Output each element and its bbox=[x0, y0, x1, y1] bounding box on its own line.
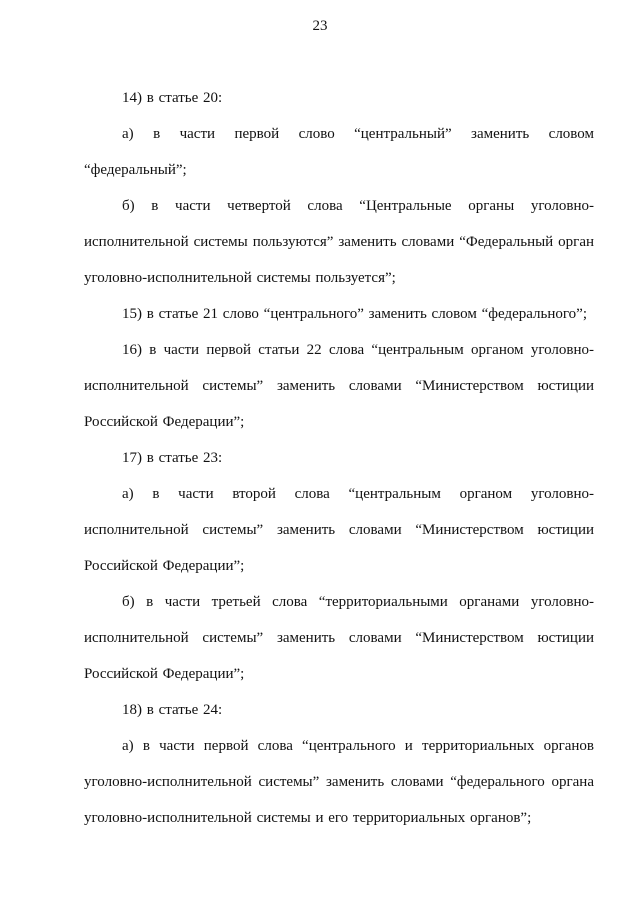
paragraph-18-article-24: 18) в статье 24: bbox=[122, 702, 223, 718]
paragraph-18a: а) в части первой слова “центрального и территориальных органов уголовно-исполнительной системы” заменить словами “федерального органа уголовно-исполнительной системы и его территориальных органов”; bbox=[84, 738, 594, 826]
paragraph-17a: а) в части второй слова “центральным органом уголовно-исполнительной системы” заменить словами “Министерством юстиции Российской Федерации”; bbox=[84, 486, 594, 574]
page-number: 23 bbox=[312, 18, 328, 34]
document-body bbox=[84, 80, 594, 836]
paragraph-17b: б) в части третьей слова “территориальными органами уголовно-исполнительной системы” заменить словами “Министерством юстиции Российской Федерации”; bbox=[84, 594, 594, 682]
paragraph-14-article-20: 14) в статье 20: bbox=[122, 90, 223, 106]
paragraph-15-article-21: 15) в статье 21 слово “центрального” заменить словом “федерального”; bbox=[122, 306, 587, 322]
paragraph-14b: б) в части четвертой слова “Центральные органы уголовно-исполнительной системы пользуются” заменить словами “Федеральный орган уголовно-исполнительной системы пользуется”; bbox=[84, 198, 594, 286]
paragraph-17-article-23: 17) в статье 23: bbox=[122, 450, 223, 466]
paragraph-14a: а) в части первой слово “центральный” заменить словом “федеральный”; bbox=[84, 126, 594, 178]
paragraph-16-article-22: 16) в части первой статьи 22 слова “центральным органом уголовно-исполнительной системы” заменить словами “Министерством юстиции Российской Федерации”; bbox=[84, 342, 594, 430]
